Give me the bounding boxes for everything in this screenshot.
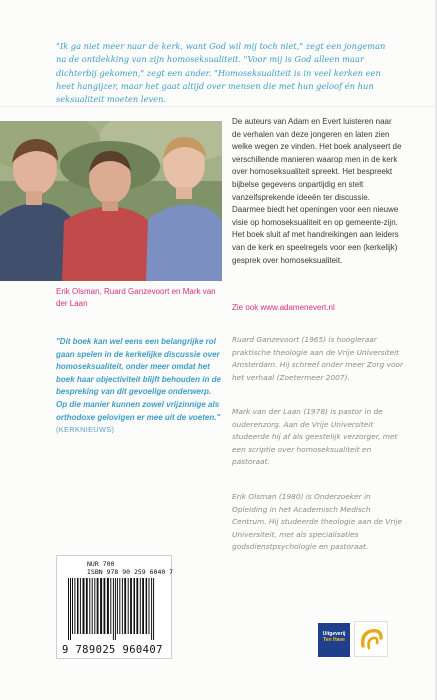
review-quote: "Dit boek kan wel eens een belangrijke rol gaan spelen in de kerkelijke discussie over homoseksualiteit, onder meer omdat het boek haar objectiviteit blijft behouden in de bespreking van dit gevoelige onderwerp. Op die manier kunnen zowel vrijzinnige als orthodoxe gelovigen er mee uit de voeten."	[56, 337, 221, 422]
swirl-logo-icon	[355, 622, 387, 656]
barcode-label	[56, 555, 172, 659]
secondary-publisher-logo	[354, 621, 388, 657]
website-line	[232, 302, 412, 314]
barcode-bar	[153, 578, 154, 640]
barcode-bar	[83, 578, 85, 634]
section-divider	[0, 106, 437, 107]
barcode-bar	[80, 578, 81, 634]
barcode-bar	[94, 578, 95, 634]
ean-digits: 9 789025 960407	[62, 644, 163, 656]
barcode-bar	[151, 578, 152, 640]
barcode-bar	[86, 578, 88, 634]
barcode-bar	[97, 578, 99, 634]
barcode-bar	[107, 578, 109, 634]
barcode-bar	[110, 578, 111, 634]
authors-photo	[0, 121, 222, 281]
nur-code: NUR 700	[87, 560, 115, 568]
bio-erik-olsman: Erik Olsman (1980) is Onderzoeker in Opleiding in het Academisch Medisch Centrum. Hij studeerde theologie aan de Vrije Universiteit, met als specialisaties godsdienstpsychologie en pastoraat.	[232, 492, 403, 552]
publisher-logo-line2: Ten Have	[323, 637, 345, 643]
top-quote: "Ik ga niet meer naar de kerk, want God wil mij toch niet," zegt een jongeman na de ontdekking van zijn homoseksualiteit. "Voor mij is God alleen maar dichterbij gekomen," zegt een ander. "Homoseksualiteit is in veel kerken een heet hangijzer, maar het gaat altijd over mensen die met hun geloof én hun seksualiteit moeten leven.	[56, 41, 386, 105]
bio-ruard-ganzevoort: Ruard Ganzevoort (1965) is hoogleraar praktische theologie aan de Vrije Universiteit Amsterdam. Hij schreef onder meer Zorg voor het verhaal (Zoetermeer 2007).	[232, 335, 404, 382]
review-quote-block	[56, 336, 224, 437]
barcode-bar	[104, 578, 106, 634]
barcode-bar	[134, 578, 136, 634]
website-link[interactable]: www.adamenevert.nl	[260, 303, 335, 312]
barcode-bar	[115, 578, 116, 640]
website-prefix: Zie ook	[232, 303, 259, 312]
barcode-bar	[128, 578, 129, 634]
barcode-bar	[89, 578, 90, 634]
barcode-bar	[77, 578, 79, 634]
publisher-logo-ten-have	[318, 623, 350, 657]
review-source: (KERKNIEUWS)	[56, 425, 115, 435]
barcode-bar	[100, 578, 102, 634]
photo-caption: Erik Olsman, Ruard Ganzevoort en Mark van der Laan	[56, 287, 216, 308]
barcode-bar	[72, 578, 73, 634]
authors-photo-illustration	[0, 121, 222, 281]
bio-mark-van-der-laan: Mark van der Laan (1978) is pastor in de ouderenzorg. Aan de Vrije Universiteit studeerde hij af als geestelijk verzorger, met een scriptie over homoseksualiteit en pastoraat.	[232, 407, 398, 467]
barcode-bar	[124, 578, 126, 634]
barcode-bar	[113, 578, 114, 640]
barcode-bar	[70, 578, 71, 640]
barcode-bar	[74, 578, 75, 634]
barcode-bar	[68, 578, 69, 640]
isbn-number: ISBN 978 90 259 6040 7	[87, 568, 174, 576]
barcode-bar	[149, 578, 150, 634]
barcode-bar	[122, 578, 123, 634]
publisher-logo-line1: Uitgeverij	[322, 631, 346, 637]
barcode-bar	[117, 578, 118, 634]
book-description: De auteurs van Adam en Evert luisteren naar de verhalen van deze jongeren en laten zien welke wegen ze vinden. Het boek analyseert de verschillende manieren waarop men in de kerk over homoseksualiteit spreekt. Het bespreekt bijbelse gegevens onpartijdig en stelt vanzelfsprekende ideeën ter discussie. Daarmee biedt het openingen voor een nieuwe visie op homoseksualiteit en op gemeente-zijn. Het boek sluit af met handreikingen aan leiders van de kerk en speelregels voor een (kerkelijk) gesprek over homoseksualiteit.	[232, 117, 402, 265]
barcode-bar	[130, 578, 132, 634]
barcode-bar	[119, 578, 120, 634]
barcode-bar	[146, 578, 148, 634]
barcode-bar	[140, 578, 141, 634]
barcode-bar	[142, 578, 144, 634]
barcode-bar	[92, 578, 93, 634]
barcode-bars	[66, 578, 164, 642]
barcode-bar	[136, 578, 138, 634]
